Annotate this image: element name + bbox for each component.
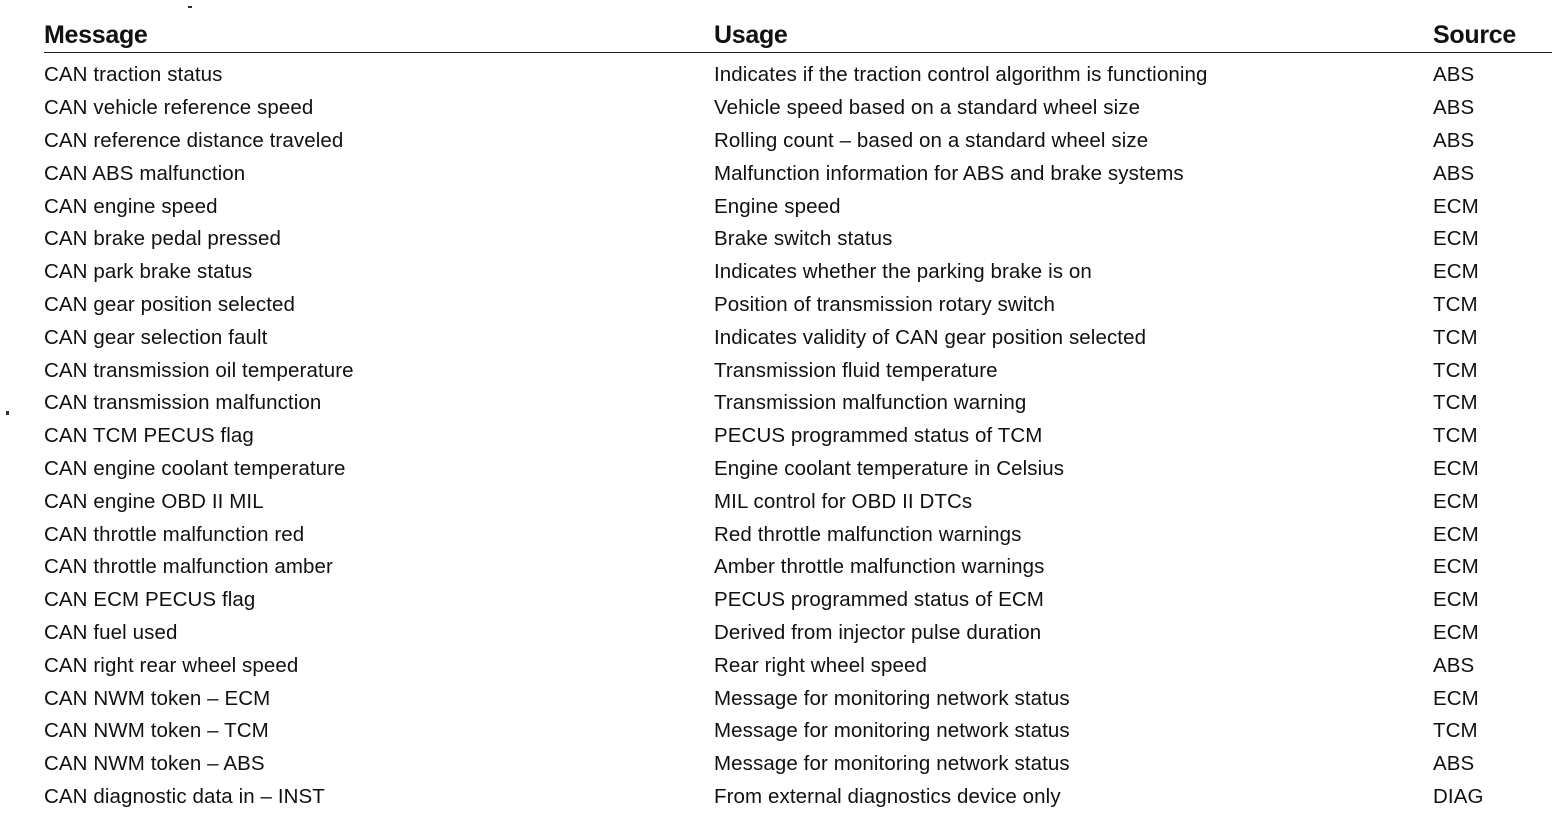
cell-usage: Engine coolant temperature in Celsius — [714, 456, 1065, 480]
cell-usage: Brake switch status — [714, 227, 893, 251]
cell-usage: Position of transmission rotary switch — [714, 292, 1056, 316]
cell-source: TCM — [1433, 391, 1478, 415]
table-row — [44, 649, 1552, 682]
cell-usage: Message for monitoring network status — [714, 752, 1070, 776]
cell-usage: Vehicle speed based on a standard wheel size — [714, 96, 1141, 120]
table-row — [44, 387, 1552, 420]
cell-usage: Indicates validity of CAN gear position selected — [714, 325, 1147, 349]
cell-usage: Indicates whether the parking brake is on — [714, 260, 1092, 284]
cell-usage: Message for monitoring network status — [714, 719, 1070, 743]
table-row — [44, 617, 1552, 650]
cell-message: CAN ECM PECUS flag — [44, 588, 256, 612]
table-header — [44, 16, 1552, 53]
cell-message: CAN transmission oil temperature — [44, 358, 354, 382]
cell-message: CAN engine OBD II MIL — [44, 489, 264, 513]
cell-usage: Transmission malfunction warning — [714, 391, 1027, 415]
table-row — [44, 190, 1552, 223]
cell-message: CAN gear position selected — [44, 292, 296, 316]
cell-usage: Indicates if the traction control algorithm is functioning — [714, 63, 1208, 87]
cell-source: ABS — [1433, 653, 1475, 677]
cell-source: ABS — [1433, 752, 1475, 776]
header-row — [44, 16, 1552, 53]
cell-source: ECM — [1433, 686, 1479, 710]
table-row — [44, 321, 1552, 354]
cell-source: DIAG — [1433, 784, 1484, 808]
cell-source: TCM — [1433, 325, 1478, 349]
cell-message: CAN transmission malfunction — [44, 391, 322, 415]
cell-source: ECM — [1433, 260, 1479, 284]
cell-message: CAN engine coolant temperature — [44, 456, 346, 480]
cell-usage: Message for monitoring network status — [714, 686, 1070, 710]
cell-message: CAN engine speed — [44, 194, 218, 218]
cell-message: CAN brake pedal pressed — [44, 227, 282, 251]
cell-usage: Malfunction information for ABS and brake systems — [714, 161, 1184, 185]
table-row — [44, 354, 1552, 387]
cell-usage: Derived from injector pulse duration — [714, 620, 1042, 644]
cell-message: CAN NWM token – ABS — [44, 752, 265, 776]
table-row — [44, 157, 1552, 190]
cell-message: CAN throttle malfunction amber — [44, 555, 333, 579]
table-row — [44, 53, 1552, 92]
cell-source: TCM — [1433, 424, 1478, 448]
can-messages-table — [44, 16, 1552, 813]
table-row — [44, 485, 1552, 518]
cell-source: ABS — [1433, 63, 1475, 87]
cell-message: CAN ABS malfunction — [44, 161, 246, 185]
table-row — [44, 551, 1552, 584]
cell-message: CAN NWM token – ECM — [44, 686, 271, 710]
table-row — [44, 682, 1552, 715]
cell-source: ECM — [1433, 522, 1479, 546]
cell-usage: PECUS programmed status of TCM — [714, 424, 1043, 448]
cell-source: ECM — [1433, 555, 1479, 579]
cell-message: CAN traction status — [44, 63, 223, 87]
cell-usage: Rolling count – based on a standard wheel size — [714, 128, 1149, 152]
cell-source: ECM — [1433, 489, 1479, 513]
cell-source: ECM — [1433, 588, 1479, 612]
cell-source: ABS — [1433, 128, 1475, 152]
cell-source: TCM — [1433, 292, 1478, 316]
table-row — [44, 420, 1552, 453]
table-row — [44, 256, 1552, 289]
cell-message: CAN throttle malfunction red — [44, 522, 305, 546]
cell-message: CAN vehicle reference speed — [44, 96, 314, 120]
cell-usage: Transmission fluid temperature — [714, 358, 998, 382]
cell-usage: Red throttle malfunction warnings — [714, 522, 1022, 546]
cell-source: ECM — [1433, 620, 1479, 644]
cell-message: CAN park brake status — [44, 260, 253, 284]
cell-message: CAN TCM PECUS flag — [44, 424, 254, 448]
header-usage: Usage — [714, 16, 1433, 53]
table-row — [44, 715, 1552, 748]
cell-usage: Rear right wheel speed — [714, 653, 928, 677]
header-source: Source — [1433, 16, 1552, 53]
table-row — [44, 781, 1552, 814]
scan-artifact-mark — [188, 6, 192, 8]
cell-message: CAN reference distance traveled — [44, 128, 344, 152]
cell-message: CAN diagnostic data in – INST — [44, 784, 325, 808]
cell-source: TCM — [1433, 719, 1478, 743]
cell-usage: Engine speed — [714, 194, 841, 218]
cell-message: CAN right rear wheel speed — [44, 653, 299, 677]
table-row — [44, 748, 1552, 781]
cell-message: CAN gear selection fault — [44, 325, 268, 349]
cell-source: ECM — [1433, 227, 1479, 251]
cell-usage: From external diagnostics device only — [714, 784, 1061, 808]
cell-message: CAN fuel used — [44, 620, 178, 644]
cell-usage: PECUS programmed status of ECM — [714, 588, 1044, 612]
table-body — [44, 53, 1552, 814]
table-row — [44, 223, 1552, 256]
cell-source: ABS — [1433, 96, 1475, 120]
cell-source: ECM — [1433, 456, 1479, 480]
cell-source: TCM — [1433, 358, 1478, 382]
cell-source: ABS — [1433, 161, 1475, 185]
table-row — [44, 289, 1552, 322]
table-row — [44, 584, 1552, 617]
table-row — [44, 125, 1552, 158]
cell-usage: Amber throttle malfunction warnings — [714, 555, 1045, 579]
cell-message: CAN NWM token – TCM — [44, 719, 269, 743]
table-row — [44, 518, 1552, 551]
cell-usage: MIL control for OBD II DTCs — [714, 489, 973, 513]
table-row — [44, 92, 1552, 125]
header-message: Message — [44, 16, 714, 53]
scan-artifact-mark — [6, 411, 9, 415]
cell-source: ECM — [1433, 194, 1479, 218]
table-row — [44, 453, 1552, 486]
